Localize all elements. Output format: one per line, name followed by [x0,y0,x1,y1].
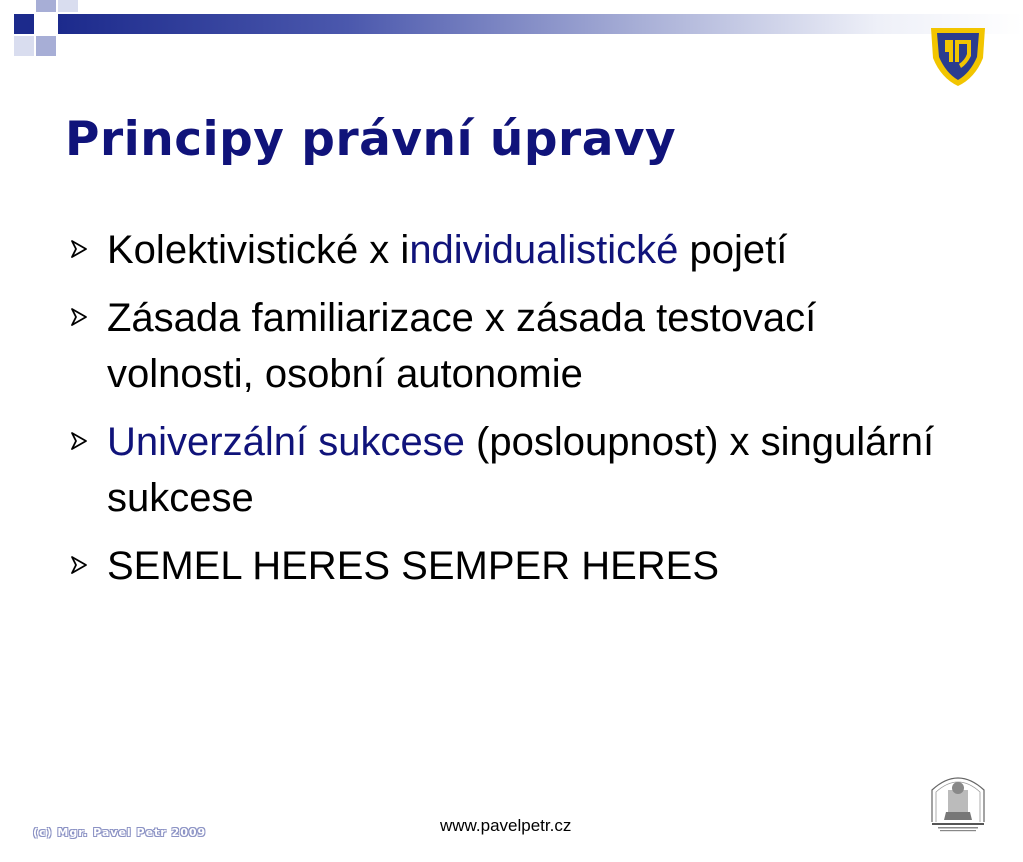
bullet-text [107,414,968,526]
bullet-text [107,222,968,278]
decor-square [36,36,56,56]
bullet-item [68,414,968,526]
decor-square [14,14,34,34]
arrow-bullet-icon [68,554,90,576]
header-gradient-bar [58,14,1023,34]
decor-square [36,0,56,12]
bullet-list [68,222,968,606]
arrow-bullet-icon [68,306,90,328]
bullet-text: Zásada familiarizace x zásada testovací volnosti, osobní autonomie [107,296,817,396]
upol-shield-logo [925,22,991,88]
arrow-bullet-icon [68,430,90,452]
bullet-text-highlight: ndividualistické [409,228,679,272]
header-decoration [0,0,80,70]
faculty-seal-icon [922,768,994,832]
bullet-item [68,290,968,402]
bullet-text-part: (posloupnost) x singulární sukcese [107,420,935,520]
bullet-text-part: pojetí [678,228,788,272]
decor-square [14,36,34,56]
bullet-text-highlight: Univerzální sukcese [107,420,465,464]
slide-title: Principy právní úpravy [65,112,677,167]
arrow-bullet-icon [68,238,90,260]
bullet-text: SEMEL HERES SEMPER HERES [107,544,720,588]
bullet-item [68,222,968,278]
copyright-text: (c) Mgr. Pavel Petr 2009 [33,826,207,839]
bullet-item [68,538,968,594]
bullet-text-part: Kolektivistické x i [107,228,410,272]
decor-square [58,0,78,12]
website-url: www.pavelpetr.cz [440,816,572,835]
